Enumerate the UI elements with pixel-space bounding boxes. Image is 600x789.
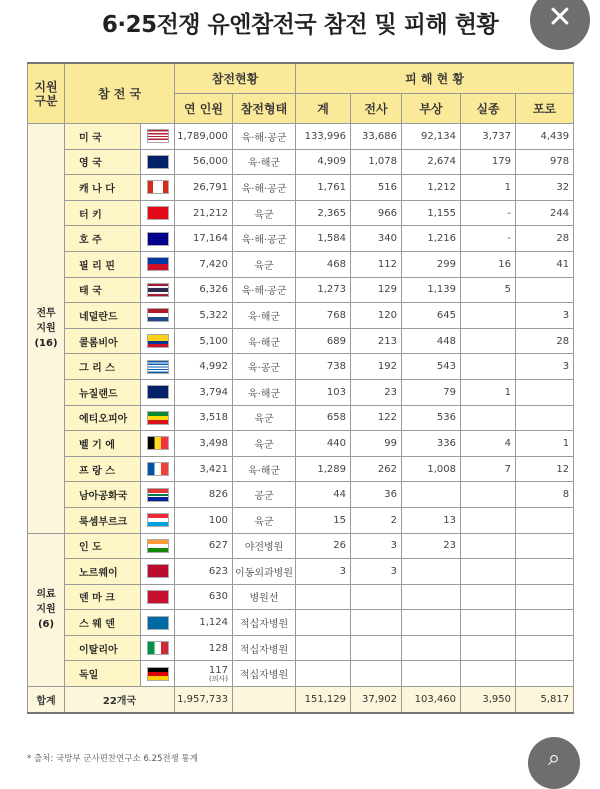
missing-cell: 1 bbox=[461, 175, 516, 201]
flag-cell bbox=[141, 175, 175, 201]
flag-cell bbox=[141, 303, 175, 329]
wounded-cell: 1,212 bbox=[402, 175, 461, 201]
table-row bbox=[28, 559, 574, 585]
greece-flag-icon bbox=[147, 360, 169, 374]
flag-cell bbox=[141, 661, 175, 687]
ethiopia-flag-icon bbox=[147, 411, 169, 425]
total-cell: 15 bbox=[296, 507, 351, 533]
table-row bbox=[28, 610, 574, 636]
missing-cell: - bbox=[461, 226, 516, 252]
sweden-flag-icon bbox=[147, 616, 169, 630]
pow-cell: 3 bbox=[516, 354, 574, 380]
header-damage: 피 해 현 황 bbox=[296, 63, 574, 94]
personnel-value: 4,992 bbox=[199, 361, 229, 373]
table-row bbox=[28, 482, 574, 508]
killed-cell: 3 bbox=[351, 533, 402, 559]
totals-wounded: 103,460 bbox=[402, 687, 461, 713]
personnel-value: 1,124 bbox=[199, 617, 229, 629]
table-row bbox=[28, 149, 574, 175]
missing-cell bbox=[461, 328, 516, 354]
table-row bbox=[28, 431, 574, 457]
flag-cell bbox=[141, 200, 175, 226]
personnel-cell bbox=[175, 200, 233, 226]
uk-flag-icon bbox=[147, 155, 169, 169]
country-name: 필 리 핀 bbox=[65, 251, 141, 277]
flag-cell bbox=[141, 456, 175, 482]
form-cell: 육·해·공군 bbox=[233, 175, 296, 201]
flag-cell bbox=[141, 405, 175, 431]
missing-cell: 4 bbox=[461, 431, 516, 457]
country-name: 네덜란드 bbox=[65, 303, 141, 329]
missing-cell bbox=[461, 584, 516, 610]
pow-cell bbox=[516, 661, 574, 687]
form-cell: 육·해군 bbox=[233, 328, 296, 354]
table-row bbox=[28, 251, 574, 277]
total-cell: 1,273 bbox=[296, 277, 351, 303]
wounded-cell: 23 bbox=[402, 533, 461, 559]
personnel-cell bbox=[175, 507, 233, 533]
personnel-value: 7,420 bbox=[199, 258, 229, 270]
missing-cell bbox=[461, 482, 516, 508]
colombia-flag-icon bbox=[147, 334, 169, 348]
killed-cell: 966 bbox=[351, 200, 402, 226]
wounded-cell bbox=[402, 482, 461, 508]
form-cell: 적십자병원 bbox=[233, 661, 296, 687]
killed-cell: 129 bbox=[351, 277, 402, 303]
country-name: 독일 bbox=[65, 661, 141, 687]
pow-cell bbox=[516, 635, 574, 661]
total-cell: 4,909 bbox=[296, 149, 351, 175]
source-note: * 출처: 국방부 군사편찬연구소 6.25전쟁 통계 bbox=[27, 754, 198, 764]
wounded-cell: 1,216 bbox=[402, 226, 461, 252]
pow-cell bbox=[516, 379, 574, 405]
killed-cell: 112 bbox=[351, 251, 402, 277]
country-name: 룩셈부르크 bbox=[65, 507, 141, 533]
form-cell: 공군 bbox=[233, 482, 296, 508]
total-cell: 2,365 bbox=[296, 200, 351, 226]
personnel-value: 56,000 bbox=[193, 156, 229, 168]
pow-cell: 12 bbox=[516, 456, 574, 482]
personnel-cell bbox=[175, 456, 233, 482]
table-row bbox=[28, 584, 574, 610]
italy-flag-icon bbox=[147, 641, 169, 655]
total-cell bbox=[296, 610, 351, 636]
flag-cell bbox=[141, 328, 175, 354]
wounded-cell: 1,139 bbox=[402, 277, 461, 303]
killed-cell bbox=[351, 661, 402, 687]
table-row bbox=[28, 635, 574, 661]
wounded-cell: 336 bbox=[402, 431, 461, 457]
belgium-flag-icon bbox=[147, 436, 169, 450]
personnel-cell bbox=[175, 175, 233, 201]
france-flag-icon bbox=[147, 462, 169, 476]
table-row bbox=[28, 226, 574, 252]
total-cell: 440 bbox=[296, 431, 351, 457]
killed-cell: 3 bbox=[351, 559, 402, 585]
table-row bbox=[28, 328, 574, 354]
total-cell: 1,584 bbox=[296, 226, 351, 252]
personnel-value: 100 bbox=[208, 514, 229, 526]
total-cell: 44 bbox=[296, 482, 351, 508]
wounded-cell bbox=[402, 584, 461, 610]
pow-cell: 1 bbox=[516, 431, 574, 457]
missing-cell bbox=[461, 405, 516, 431]
missing-cell bbox=[461, 635, 516, 661]
form-cell: 육·해·공군 bbox=[233, 124, 296, 150]
flag-cell bbox=[141, 226, 175, 252]
missing-cell: 179 bbox=[461, 149, 516, 175]
turkey-flag-icon bbox=[147, 206, 169, 220]
page-title: 6·25전쟁 유엔참전국 참전 및 피해 현황 bbox=[101, 12, 499, 38]
pow-cell bbox=[516, 405, 574, 431]
country-name: 덴 마 크 bbox=[65, 584, 141, 610]
wounded-cell bbox=[402, 661, 461, 687]
missing-cell bbox=[461, 533, 516, 559]
personnel-value: 21,212 bbox=[193, 207, 229, 219]
country-name: 태 국 bbox=[65, 277, 141, 303]
flag-cell bbox=[141, 379, 175, 405]
pow-cell: 28 bbox=[516, 226, 574, 252]
personnel-cell bbox=[175, 584, 233, 610]
totals-total: 151,129 bbox=[296, 687, 351, 713]
pow-cell bbox=[516, 533, 574, 559]
form-cell: 육·해군 bbox=[233, 379, 296, 405]
personnel-cell bbox=[175, 533, 233, 559]
pow-cell: 32 bbox=[516, 175, 574, 201]
form-cell: 육·해·공군 bbox=[233, 277, 296, 303]
pow-cell bbox=[516, 277, 574, 303]
table-row bbox=[28, 533, 574, 559]
personnel-cell bbox=[175, 635, 233, 661]
pow-cell: 41 bbox=[516, 251, 574, 277]
total-cell: 658 bbox=[296, 405, 351, 431]
personnel-cell bbox=[175, 610, 233, 636]
pow-cell bbox=[516, 610, 574, 636]
flag-cell bbox=[141, 559, 175, 585]
header-missing: 실종 bbox=[461, 94, 516, 124]
wounded-cell bbox=[402, 559, 461, 585]
india-flag-icon bbox=[147, 539, 169, 553]
table-row bbox=[28, 200, 574, 226]
header-total: 계 bbox=[296, 94, 351, 124]
form-cell: 병원선 bbox=[233, 584, 296, 610]
form-cell: 육군 bbox=[233, 405, 296, 431]
missing-cell bbox=[461, 559, 516, 585]
country-name: 미 국 bbox=[65, 124, 141, 150]
pow-cell bbox=[516, 559, 574, 585]
wounded-cell: 2,674 bbox=[402, 149, 461, 175]
personnel-cell bbox=[175, 405, 233, 431]
wounded-cell: 1,155 bbox=[402, 200, 461, 226]
pow-cell: 28 bbox=[516, 328, 574, 354]
country-name: 그 리 스 bbox=[65, 354, 141, 380]
killed-cell: 36 bbox=[351, 482, 402, 508]
table-row bbox=[28, 303, 574, 329]
flag-cell bbox=[141, 507, 175, 533]
totals-countries: 22개국 bbox=[65, 687, 175, 713]
killed-cell bbox=[351, 635, 402, 661]
canada-flag-icon bbox=[147, 180, 169, 194]
country-name: 벨 기 에 bbox=[65, 431, 141, 457]
wounded-cell: 79 bbox=[402, 379, 461, 405]
missing-cell: - bbox=[461, 200, 516, 226]
killed-cell: 120 bbox=[351, 303, 402, 329]
killed-cell bbox=[351, 610, 402, 636]
form-cell: 적십자병원 bbox=[233, 635, 296, 661]
total-cell bbox=[296, 584, 351, 610]
header-killed: 전사 bbox=[351, 94, 402, 124]
killed-cell: 2 bbox=[351, 507, 402, 533]
table-row bbox=[28, 456, 574, 482]
wounded-cell: 536 bbox=[402, 405, 461, 431]
totals-killed: 37,902 bbox=[351, 687, 402, 713]
personnel-cell bbox=[175, 328, 233, 354]
total-cell: 133,996 bbox=[296, 124, 351, 150]
country-name: 캐 나 다 bbox=[65, 175, 141, 201]
killed-cell: 192 bbox=[351, 354, 402, 380]
missing-cell: 7 bbox=[461, 456, 516, 482]
total-cell: 738 bbox=[296, 354, 351, 380]
personnel-value: 3,794 bbox=[199, 386, 229, 398]
killed-cell: 1,078 bbox=[351, 149, 402, 175]
luxembourg-flag-icon bbox=[147, 513, 169, 527]
wounded-cell: 13 bbox=[402, 507, 461, 533]
flag-cell bbox=[141, 533, 175, 559]
form-cell: 육군 bbox=[233, 200, 296, 226]
personnel-value: 17,164 bbox=[193, 233, 229, 245]
personnel-cell bbox=[175, 354, 233, 380]
wounded-cell bbox=[402, 635, 461, 661]
totals-label: 합계 bbox=[28, 687, 65, 713]
table-row bbox=[28, 661, 574, 687]
killed-cell: 33,686 bbox=[351, 124, 402, 150]
wounded-cell: 1,008 bbox=[402, 456, 461, 482]
table-row bbox=[28, 124, 574, 150]
total-cell: 1,761 bbox=[296, 175, 351, 201]
form-cell: 육군 bbox=[233, 507, 296, 533]
missing-cell: 16 bbox=[461, 251, 516, 277]
flag-cell bbox=[141, 277, 175, 303]
support-group-label: 전투 지원 (16) bbox=[28, 124, 65, 534]
personnel-cell bbox=[175, 277, 233, 303]
form-cell: 육·공군 bbox=[233, 354, 296, 380]
killed-cell: 262 bbox=[351, 456, 402, 482]
header-country: 참 전 국 bbox=[65, 63, 175, 124]
country-name: 프 랑 스 bbox=[65, 456, 141, 482]
header-participation: 참전현황 bbox=[175, 63, 296, 94]
personnel-note: (의사) bbox=[209, 674, 229, 683]
personnel-cell bbox=[175, 559, 233, 585]
missing-cell: 1 bbox=[461, 379, 516, 405]
table-row bbox=[28, 507, 574, 533]
form-cell: 육·해·공군 bbox=[233, 226, 296, 252]
form-cell: 이동외과병원 bbox=[233, 559, 296, 585]
wounded-cell: 448 bbox=[402, 328, 461, 354]
personnel-cell bbox=[175, 226, 233, 252]
total-cell bbox=[296, 635, 351, 661]
germany-flag-icon bbox=[147, 667, 169, 681]
thailand-flag-icon bbox=[147, 283, 169, 297]
country-name: 뉴질랜드 bbox=[65, 379, 141, 405]
flag-cell bbox=[141, 354, 175, 380]
totals-form-empty bbox=[233, 687, 296, 713]
netherlands-flag-icon bbox=[147, 308, 169, 322]
form-cell: 육·해군 bbox=[233, 456, 296, 482]
country-name: 영 국 bbox=[65, 149, 141, 175]
personnel-value: 3,498 bbox=[199, 437, 229, 449]
flag-cell bbox=[141, 149, 175, 175]
form-cell: 육·해군 bbox=[233, 303, 296, 329]
country-name: 에티오피아 bbox=[65, 405, 141, 431]
totals-personnel: 1,957,733 bbox=[175, 687, 233, 713]
denmark-flag-icon bbox=[147, 590, 169, 604]
form-cell: 야전병원 bbox=[233, 533, 296, 559]
australia-flag-icon bbox=[147, 232, 169, 246]
missing-cell bbox=[461, 507, 516, 533]
southafrica-flag-icon bbox=[147, 488, 169, 502]
personnel-cell bbox=[175, 379, 233, 405]
totals-missing: 3,950 bbox=[461, 687, 516, 713]
killed-cell: 213 bbox=[351, 328, 402, 354]
personnel-cell bbox=[175, 251, 233, 277]
personnel-cell bbox=[175, 303, 233, 329]
missing-cell bbox=[461, 354, 516, 380]
country-name: 남아공화국 bbox=[65, 482, 141, 508]
flag-cell bbox=[141, 610, 175, 636]
wounded-cell: 92,134 bbox=[402, 124, 461, 150]
totals-row bbox=[28, 687, 574, 713]
pow-cell: 4,439 bbox=[516, 124, 574, 150]
header-pow: 포로 bbox=[516, 94, 574, 124]
philippines-flag-icon bbox=[147, 257, 169, 271]
flag-cell bbox=[141, 584, 175, 610]
us-flag-icon bbox=[147, 129, 169, 143]
pow-cell bbox=[516, 584, 574, 610]
pow-cell: 8 bbox=[516, 482, 574, 508]
norway-flag-icon bbox=[147, 564, 169, 578]
country-name: 콜롬비아 bbox=[65, 328, 141, 354]
table-row bbox=[28, 405, 574, 431]
killed-cell: 340 bbox=[351, 226, 402, 252]
country-name: 노르웨이 bbox=[65, 559, 141, 585]
wounded-cell bbox=[402, 610, 461, 636]
total-cell: 768 bbox=[296, 303, 351, 329]
personnel-value: 630 bbox=[208, 591, 229, 603]
total-cell: 26 bbox=[296, 533, 351, 559]
header-form: 참전형태 bbox=[233, 94, 296, 124]
wounded-cell: 299 bbox=[402, 251, 461, 277]
close-icon[interactable]: ✕ bbox=[530, 0, 590, 50]
flag-cell bbox=[141, 124, 175, 150]
total-cell: 3 bbox=[296, 559, 351, 585]
total-cell: 468 bbox=[296, 251, 351, 277]
totals-pow: 5,817 bbox=[516, 687, 574, 713]
pow-cell: 3 bbox=[516, 303, 574, 329]
total-cell: 689 bbox=[296, 328, 351, 354]
personnel-value: 117 bbox=[208, 664, 229, 676]
missing-cell bbox=[461, 610, 516, 636]
country-name: 터 키 bbox=[65, 200, 141, 226]
personnel-value: 26,791 bbox=[193, 181, 229, 193]
form-cell: 육군 bbox=[233, 431, 296, 457]
personnel-value: 5,322 bbox=[199, 309, 229, 321]
pow-cell: 978 bbox=[516, 149, 574, 175]
missing-cell bbox=[461, 303, 516, 329]
total-cell: 1,289 bbox=[296, 456, 351, 482]
country-name: 인 도 bbox=[65, 533, 141, 559]
header-personnel: 연 인원 bbox=[175, 94, 233, 124]
pow-cell: 244 bbox=[516, 200, 574, 226]
table-row bbox=[28, 379, 574, 405]
table-row bbox=[28, 277, 574, 303]
killed-cell: 516 bbox=[351, 175, 402, 201]
personnel-cell bbox=[175, 482, 233, 508]
personnel-value: 5,100 bbox=[199, 335, 229, 347]
table-row bbox=[28, 175, 574, 201]
personnel-value: 6,326 bbox=[199, 284, 229, 296]
missing-cell bbox=[461, 661, 516, 687]
total-cell bbox=[296, 661, 351, 687]
support-group-label: 의료 지원 (6) bbox=[28, 533, 65, 687]
country-name: 스 웨 덴 bbox=[65, 610, 141, 636]
country-name: 이탈리아 bbox=[65, 635, 141, 661]
header-support-type: 지원 구분 bbox=[28, 63, 65, 124]
killed-cell: 122 bbox=[351, 405, 402, 431]
flag-cell bbox=[141, 635, 175, 661]
personnel-value: 3,518 bbox=[199, 412, 229, 424]
personnel-cell bbox=[175, 124, 233, 150]
flag-cell bbox=[141, 482, 175, 508]
table-row bbox=[28, 354, 574, 380]
pow-cell bbox=[516, 507, 574, 533]
newzealand-flag-icon bbox=[147, 385, 169, 399]
missing-cell: 3,737 bbox=[461, 124, 516, 150]
wounded-cell: 543 bbox=[402, 354, 461, 380]
header-wounded: 부상 bbox=[402, 94, 461, 124]
personnel-value: 623 bbox=[208, 565, 229, 577]
personnel-cell bbox=[175, 149, 233, 175]
personnel-value: 1,789,000 bbox=[177, 130, 229, 142]
killed-cell bbox=[351, 584, 402, 610]
form-cell: 적십자병원 bbox=[233, 610, 296, 636]
flag-cell bbox=[141, 251, 175, 277]
country-name: 호 주 bbox=[65, 226, 141, 252]
form-cell: 육군 bbox=[233, 251, 296, 277]
personnel-cell bbox=[175, 661, 233, 687]
killed-cell: 99 bbox=[351, 431, 402, 457]
personnel-cell bbox=[175, 431, 233, 457]
missing-cell: 5 bbox=[461, 277, 516, 303]
killed-cell: 23 bbox=[351, 379, 402, 405]
personnel-value: 3,421 bbox=[199, 463, 229, 475]
total-cell: 103 bbox=[296, 379, 351, 405]
war-participation-table bbox=[27, 62, 574, 714]
personnel-value: 826 bbox=[208, 489, 229, 501]
zoom-icon[interactable]: ⌕ bbox=[528, 737, 580, 789]
wounded-cell: 645 bbox=[402, 303, 461, 329]
flag-cell bbox=[141, 431, 175, 457]
personnel-value: 627 bbox=[208, 540, 229, 552]
form-cell: 육·해군 bbox=[233, 149, 296, 175]
personnel-value: 128 bbox=[208, 642, 229, 654]
